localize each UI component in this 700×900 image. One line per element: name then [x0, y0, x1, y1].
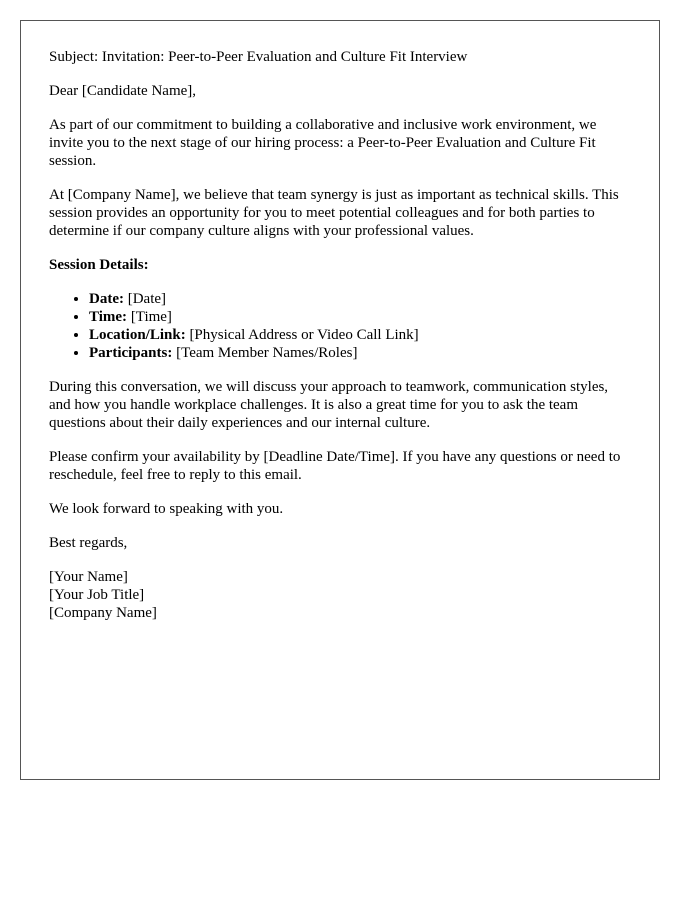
detail-value: [Physical Address or Video Call Link] — [185, 327, 419, 343]
look-forward-paragraph: We look forward to speaking with you. — [49, 501, 284, 517]
letter-page — [20, 20, 660, 780]
detail-label: Location/Link: — [89, 327, 186, 343]
subject-line: Subject: Invitation: Peer-to-Peer Evaluation and Culture Fit Interview — [49, 49, 468, 65]
detail-value: [Date] — [123, 291, 167, 307]
intro-paragraph: As part of our commitment to building a collaborative and inclusive work environment, we invite you to the next stage of our hiring process: a Peer-to-Peer Evaluation and Culture Fit session. — [49, 117, 597, 169]
session-details-heading: Session Details: — [49, 257, 149, 273]
confirm-paragraph: Please confirm your availability by [Deadline Date/Time]. If you have any questions or need to reschedule, feel free to reply to this email. — [49, 449, 621, 483]
closing: Best regards, — [49, 535, 128, 551]
session-detail-location — [89, 326, 631, 344]
session-detail-participants — [89, 344, 631, 362]
detail-label: Time: — [89, 309, 128, 325]
signature-company: [Company Name] — [49, 605, 157, 621]
detail-label: Date: — [89, 291, 124, 307]
discussion-paragraph: During this conversation, we will discuss your approach to teamwork, communication styles, and how you handle workplace challenges. It is also a great time for you to ask the team questions about their daily experiences and our internal culture. — [49, 379, 609, 431]
signature-job-title: [Your Job Title] — [49, 587, 145, 603]
signature-block — [49, 568, 631, 622]
greeting: Dear [Candidate Name], — [49, 83, 197, 99]
signature-name: [Your Name] — [49, 569, 128, 585]
detail-value: [Time] — [127, 309, 172, 325]
session-detail-time — [89, 308, 631, 326]
detail-value: [Team Member Names/Roles] — [172, 345, 358, 361]
synergy-paragraph: At [Company Name], we believe that team synergy is just as important as technical skills. This session provides an opportunity for you to meet potential colleagues and for both parties to determine if our company culture aligns with your professional values. — [49, 187, 619, 239]
session-details-list — [49, 290, 631, 362]
session-detail-date — [89, 290, 631, 308]
detail-label: Participants: — [89, 345, 173, 361]
